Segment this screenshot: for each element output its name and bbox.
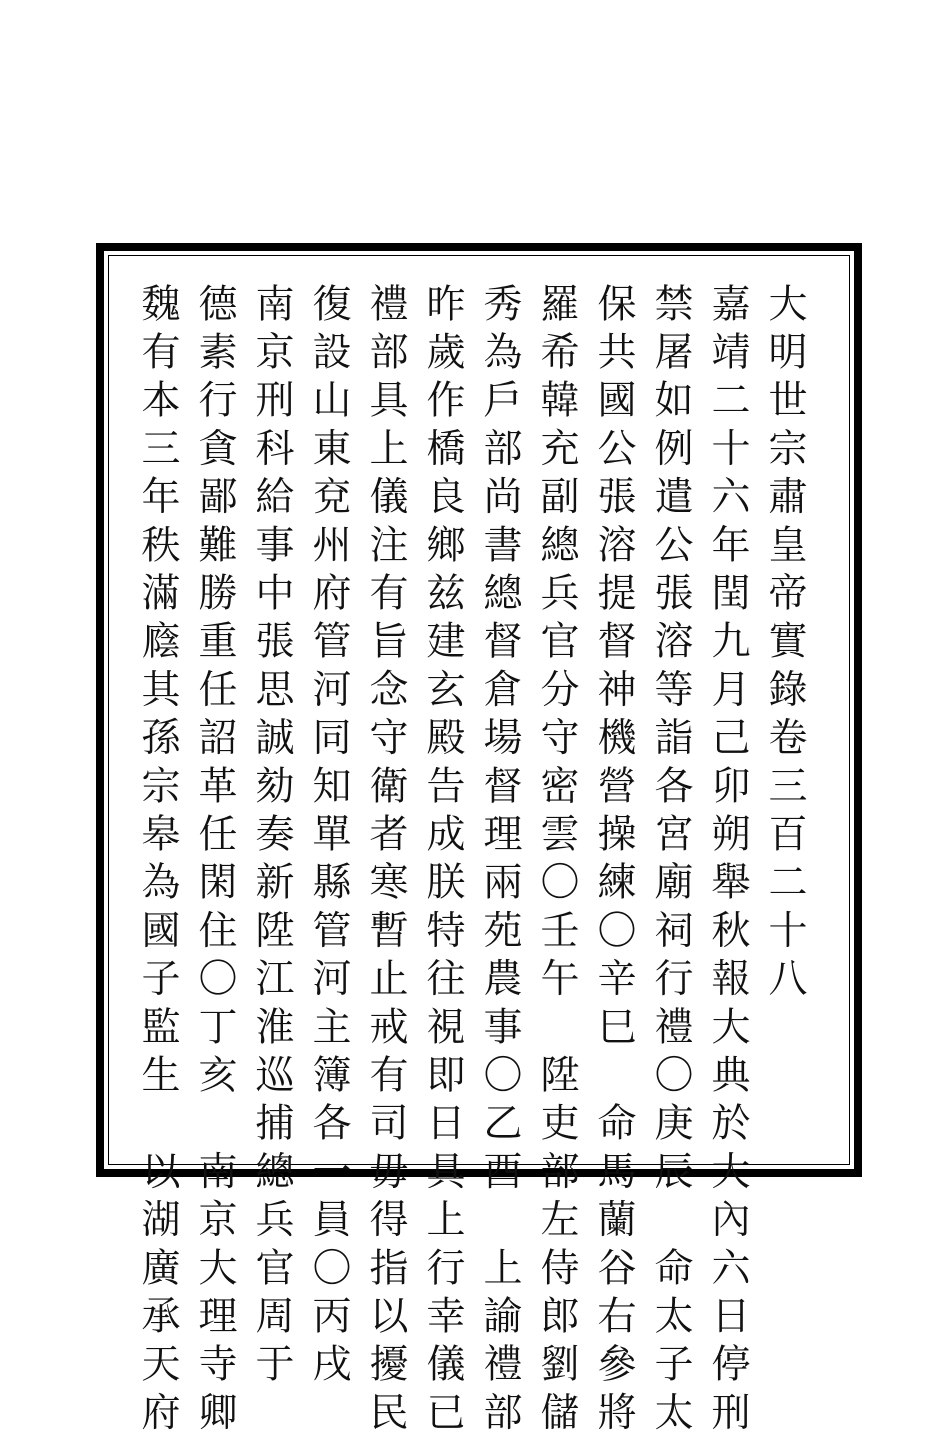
text-column-11: 魏有本三年秩滿廕其孫宗皋為國子監生 以湖廣承天府	[135, 283, 180, 1440]
text-column-9: 南京刑科給事中張思誠劾奏新陞江淮巡捕總兵官周于	[249, 283, 294, 1392]
text-column-5: 秀為戶部尚書總督倉場督理兩苑農事〇乙酉 上諭禮部	[477, 283, 522, 1440]
text-column-1: 嘉靖二十六年閏九月己卯朔舉秋報大典於大內六日停刑	[705, 283, 750, 1440]
title-column: 大明世宗肅皇帝實錄卷三百二十八	[762, 283, 807, 1006]
text-column-7: 禮部具上儀注有旨念守衛者寒暫止戒有司毋得指以擾民	[363, 283, 408, 1440]
text-column-10: 德素行貪鄙難勝重任詔革任閑住〇丁亥 南京大理寺卿	[192, 283, 237, 1440]
text-column-8: 復設山東兗州府管河同知單縣管河主簿各一員〇丙戌	[306, 283, 351, 1392]
text-column-2: 禁屠如例遣公張溶等詣各宮廟祠行禮〇庚辰 命太子太	[648, 283, 693, 1440]
text-column-4: 羅希韓充副總兵官分守密雲〇壬午 陞吏部左侍郎劉儲	[534, 283, 579, 1440]
text-column-6: 昨歲作橋良鄉兹建玄殿告成朕特往視即日具上行幸儀已	[420, 283, 465, 1440]
text-column-3: 保共國公張溶提督神機營操練〇辛巳 命馬蘭谷右參將	[591, 283, 636, 1440]
